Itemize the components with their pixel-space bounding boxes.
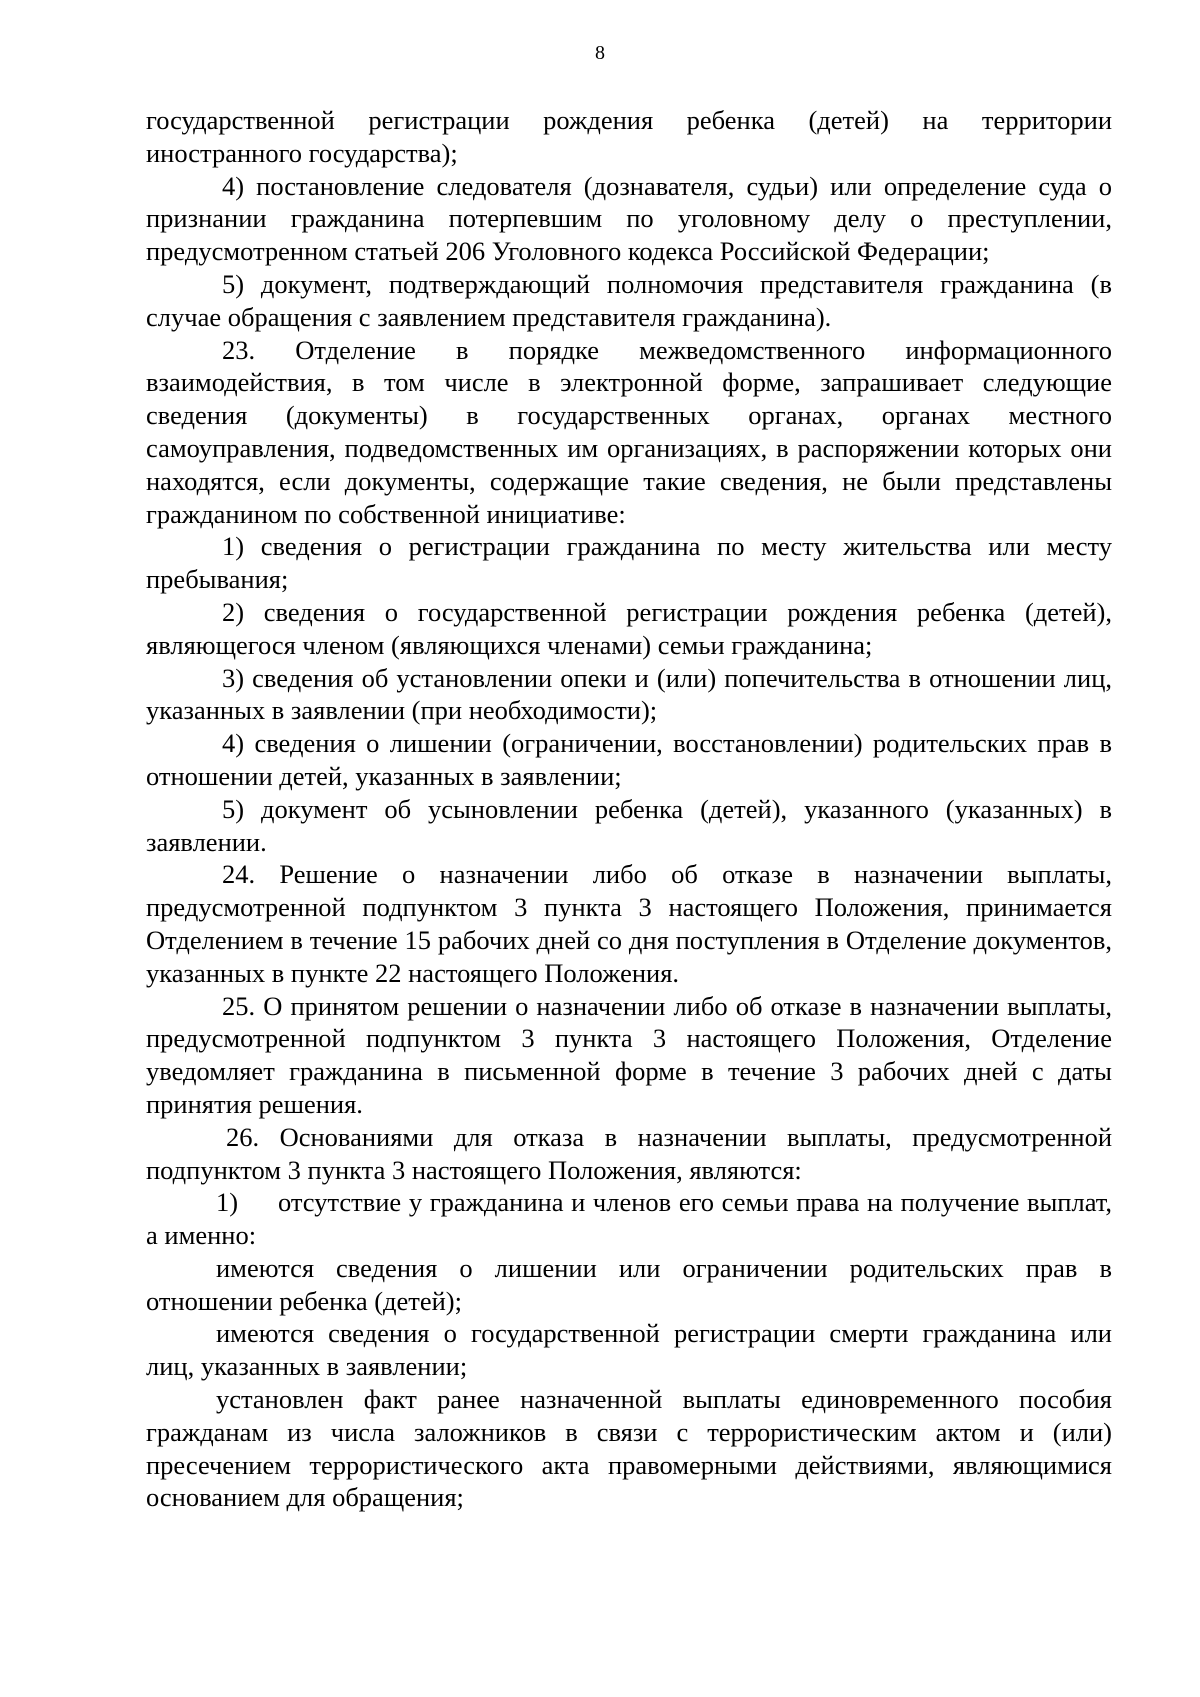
paragraph-ground-parental-rights: имеются сведения о лишении или ограничении родительских прав в отношении ребенка (детей); <box>146 1252 1112 1316</box>
paragraph-ground-prior-payment: установлен факт ранее назначенной выплаты единовременного пособия гражданам из числа заложников в связи с террористическим актом и (или) пресечением террористического акта правомерными действиями, являющимися основанием для обращения; <box>146 1384 1112 1513</box>
paragraph-clause-23-item-1: 1) сведения о регистрации гражданина по месту жительства или месту пребывания; <box>146 531 1112 595</box>
paragraph-item-4: 4) постановление следователя (дознавателя, судьи) или определение суда о признании гражданина потерпевшим по уголовному делу о преступлении, предусмотренном статьей 206 Уголовного кодекса Российской Федерации; <box>146 170 1112 267</box>
paragraph-clause-25: 25. О принятом решении о назначении либо об отказе в назначении выплаты, предусмотренной подпунктом 3 пункта 3 настоящего Положения, Отделение уведомляет гражданина в письменной форме в течение 3 рабочих дней с даты принятия решения. <box>146 990 1112 1119</box>
paragraph-item-5: 5) документ, подтверждающий полномочия представителя гражданина (в случае обращения с заявлением представителя гражданина). <box>146 268 1112 332</box>
paragraph-clause-24: 24. Решение о назначении либо об отказе в назначении выплаты, предусмотренной подпунктом 3 пункта 3 настоящего Положения, принимается Отделением в течение 15 рабочих дней со дня поступления в Отделение документов, указанных в пункте 22 настоящего Положения. <box>146 859 1112 988</box>
list-item-text: отсутствие у гражданина и членов его семьи права на получение выплат, а именно: <box>146 1187 1112 1251</box>
paragraph-ground-death-registration: имеются сведения о государственной регистрации смерти гражданина или лиц, указанных в заявлении; <box>146 1318 1112 1382</box>
paragraph-clause-23-item-2: 2) сведения о государственной регистрации рождения ребенка (детей), являющегося членом (являющихся членами) семьи гражданина; <box>146 596 1112 660</box>
paragraph-clause-23-item-4: 4) сведения о лишении (ограничении, восстановлении) родительских прав в отношении детей, указанных в заявлении; <box>146 728 1112 791</box>
paragraph-clause-23: 23. Отделение в порядке межведомственного информационного взаимодействия, в том числе в электронной форме, запрашивает следующие сведения (документы) в государственных органах, органах местного самоуправления, подведомственных им организациях, в распоряжении которых они находятся, если документы, содержащие такие сведения, не были представлены гражданином по собственной инициативе: <box>146 334 1112 529</box>
page-number: 8 <box>595 42 605 64</box>
paragraph-clause-26-item-1 <box>146 1186 1112 1252</box>
paragraph-clause-23-item-3: 3) сведения об установлении опеки и (или) попечительства в отношении лиц, указанных в заявлении (при необходимости); <box>146 662 1112 726</box>
paragraph-continuation: государственной регистрации рождения ребенка (детей) на территории иностранного государства); <box>146 105 1112 168</box>
document-body <box>146 104 1112 1514</box>
paragraph-clause-23-item-5: 5) документ об усыновлении ребенка (детей), указанного (указанных) в заявлении. <box>146 793 1112 857</box>
list-marker: 1) <box>216 1187 239 1218</box>
paragraph-clause-26: 26. Основаниями для отказа в назначении выплаты, предусмотренной подпунктом 3 пункта 3 настоящего Положения, являются: <box>146 1121 1112 1185</box>
